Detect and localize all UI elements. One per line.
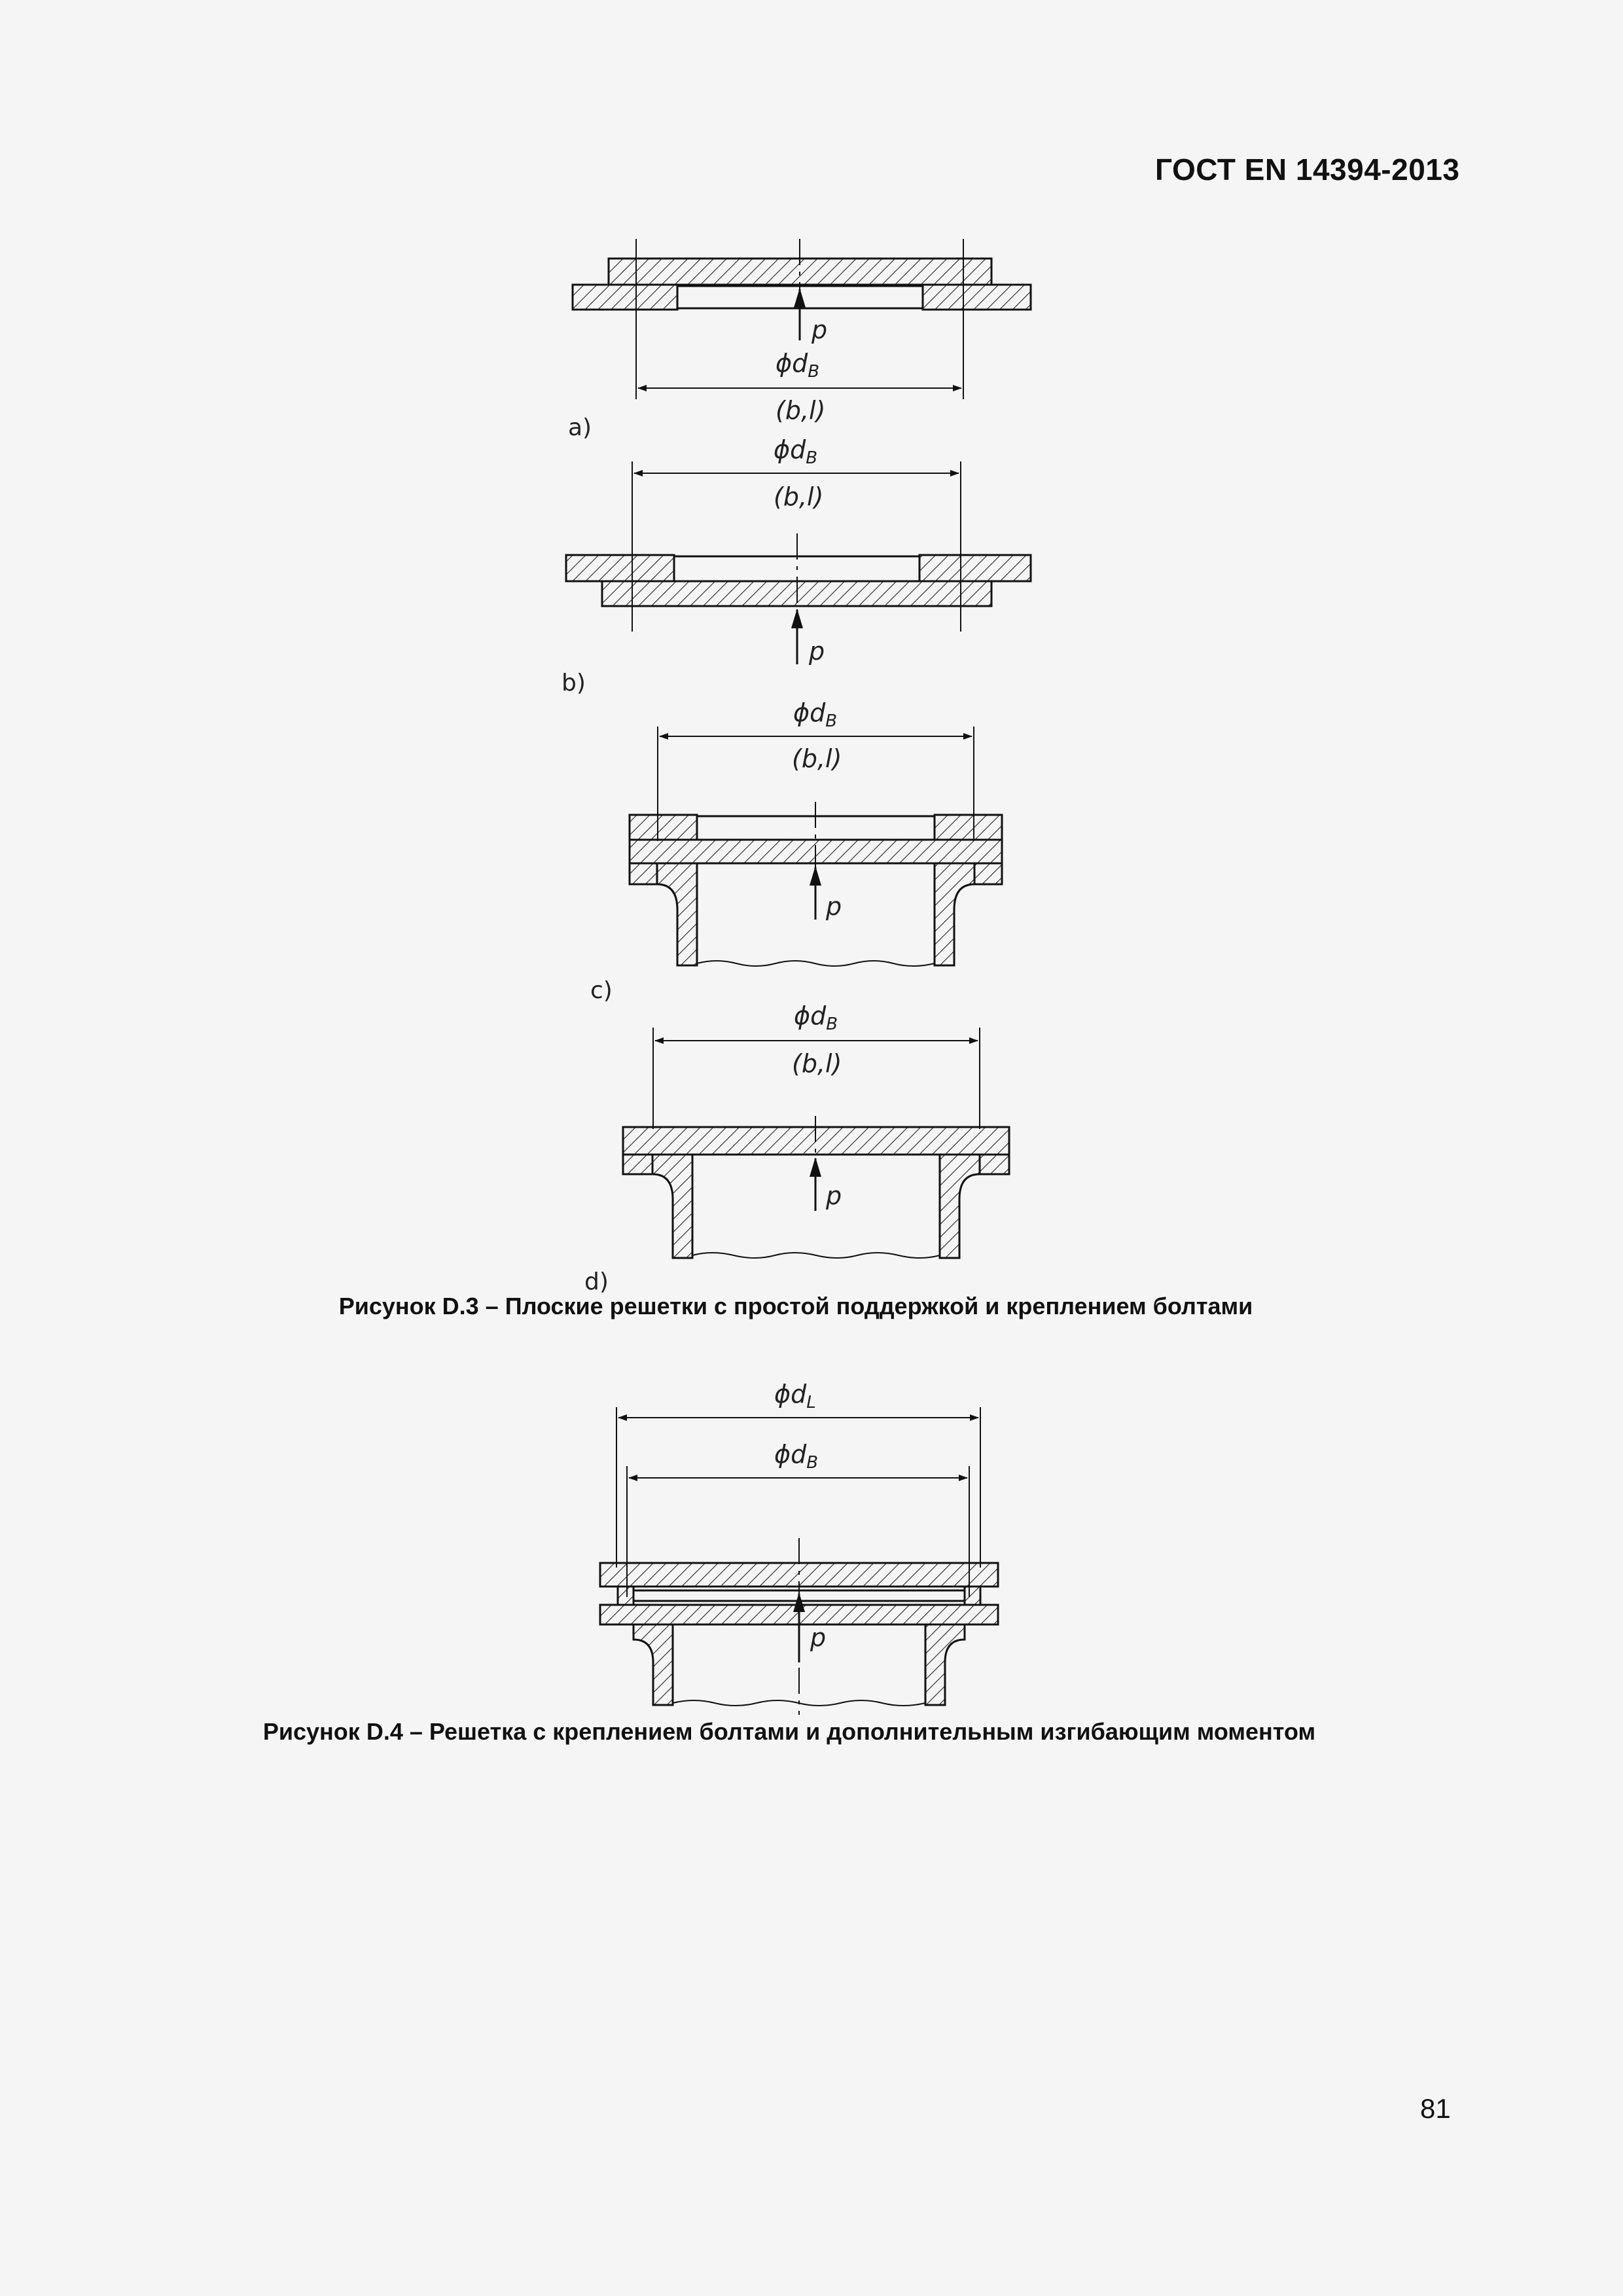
- figure-a-paren-label: (b,l): [776, 396, 826, 425]
- document-standard-number: ГОСТ EN 14394-2013: [1155, 152, 1460, 187]
- figure-c-dimension-label: $\phi d_B$: [793, 698, 838, 731]
- page-number: 81: [1420, 2093, 1451, 2124]
- figure-d3-caption: Рисунок D.3 – Плоские решетки с простой поддержкой и креплением болтами: [338, 1293, 1253, 1319]
- figure-d4-inner-dimension-label: $\phi d_B$: [774, 1440, 819, 1473]
- figure-d-dimension-label: $\phi d_B$: [794, 1001, 838, 1034]
- figure-a-load-label: p: [812, 315, 828, 344]
- figure-b-paren-label: (b,l): [774, 482, 824, 511]
- figure-c-letter: c): [590, 977, 613, 1004]
- figure-d-paren-label: (b,l): [792, 1049, 842, 1078]
- figure-d4-load-label: p: [810, 1623, 827, 1652]
- figure-a-dimension-label: $\phi d_B$: [776, 349, 820, 382]
- figure-d-load-label: p: [826, 1181, 842, 1210]
- figure-b-dimension-label: $\phi d_B$: [774, 435, 818, 468]
- figure-d4-outer-dimension-label: $\phi d_L$: [774, 1380, 816, 1412]
- figure-a-letter: a): [568, 414, 592, 441]
- figure-d4-caption: Рисунок D.4 – Решетка с креплением болтами и дополнительным изгибающим моментом: [262, 1718, 1316, 1745]
- figure-b-letter: b): [562, 670, 586, 696]
- figure-c-paren-label: (b,l): [792, 744, 842, 773]
- figure-b-load-label: p: [809, 637, 825, 666]
- figure-d-letter: d): [584, 1268, 609, 1295]
- figure-c-load-label: p: [826, 892, 842, 921]
